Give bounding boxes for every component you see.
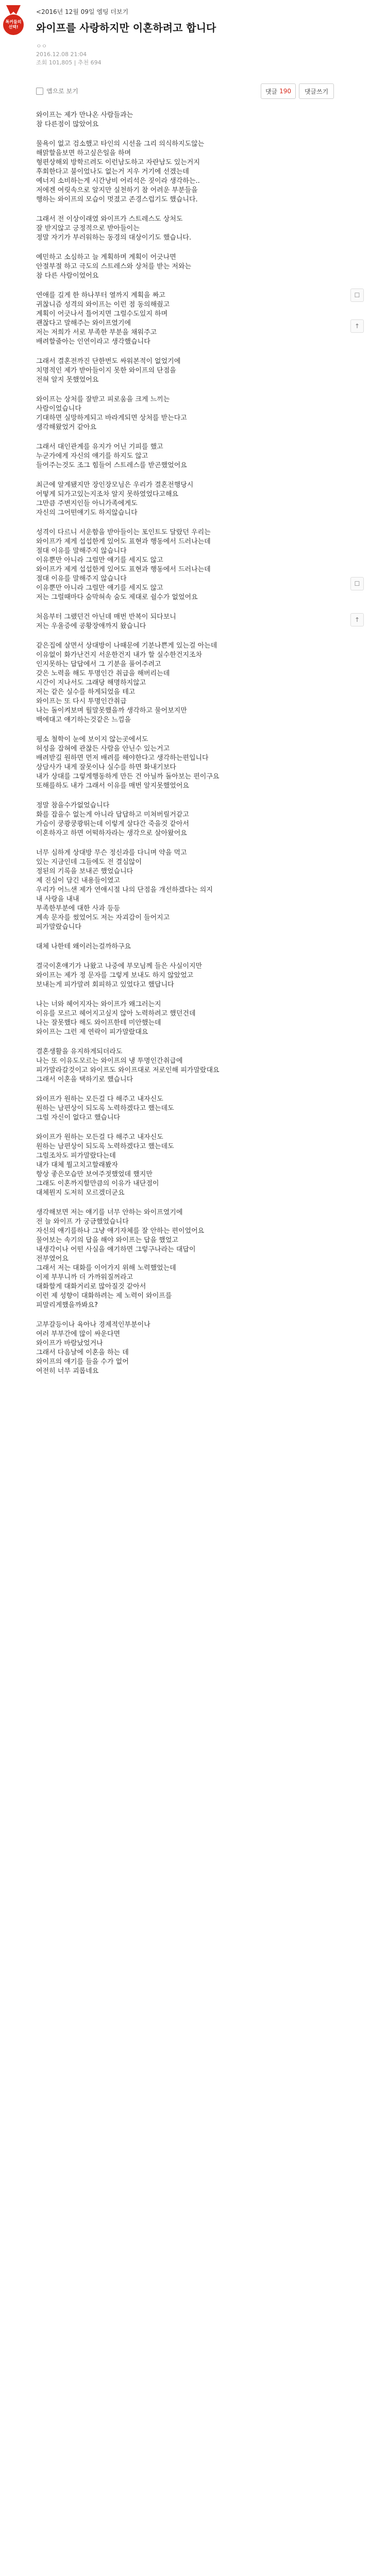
app-icon [36, 88, 43, 95]
post-paragraph: 결국이혼얘기가 나왔고 나중에 부모님께 들은 사실이지만 와이프는 제가 정 문자를 그렇게 보내도 하지 않았었고 보내는게 피가말려 회피하고 있었다고 했답니다 [36, 962, 203, 989]
post-paragraph: 와이프는 제가 만나온 사람들과는 참 다른점이 많았어요 [36, 111, 133, 128]
post-paragraph: 그래서 대인관계를 유지가 어닌 기피를 했고 누군가에게 자신의 얘기를 하지도 않고 들어주는것도 조그 힘들어 스트레스를 받곤했었어요 [36, 443, 187, 469]
best-badge-circle [3, 14, 24, 35]
share-icon[interactable]: ↑ [350, 319, 364, 333]
post-paragraph: 나는 너와 헤어지자는 와이프가 왜그러는지 이유를 모르고 헤어지고싶지 않아 노력하려고 했던건데 나는 잘못했다 해도 와이프한테 미안했는데 와이프는 그런 제 연락이 피가말랐대요 [36, 1001, 196, 1036]
write-comment-label: 댓글쓰기 [304, 88, 329, 95]
post-paragraph: 성격이 다르니 서운함을 받아들이는 포인트도 달랐던 우리는 와이프가 제게 섭섭한게 있어도 표현과 행동에서 드러나는데 절대 이유를 말해주지 않습니다 이유뿐만 아니라 그럴만 얘기를 세지도 않고 와이프가 제게 섭섭한게 있어도 표현과 행동에서 드러나는데 절대 이유를 말해주지 않습니다 이유뿐만 아니라 그럴만 얘기를 세지도 않고 저는 그럴때마다 숨막혀속 숨도 제대로 쉴수가 없었어요 [36, 529, 211, 601]
app-open-link[interactable] [36, 87, 78, 95]
post-paragraph: 처음부터 그랬던건 아닌데 매번 반복이 되다보니 저는 우울증에 공황장애까지 왔습니다 [36, 613, 176, 630]
post-paragraph: 정말 참을수가없었습니다 화를 잡을수 없는게 아니라 답답하고 미쳐버릴거같고 가슴이 쿵쾅쿵쾅뛰는데 이렇게 살다간 죽을것 같아서 이혼하자고 하면 어떡하자라는 생각으로 살아왔어요 [36, 802, 189, 837]
post-paragraph: 평소 철학이 눈에 보이지 않는곳에서도 허성을 잡혀에 관찮든 사람을 안닌수 있는거고 배려받길 원하면 먼저 배려를 해야한다고 생각하는편입니다 상담사가 내게 잘못이나 실수를 하면 화내기보다 내가 상대를 그렇게행동하게 만든 건 아닐까 돌아보는 편이구요 또해를하도 내가 그래서 이유를 매번 알지못했었어요 [36, 736, 220, 790]
post-meta [36, 42, 102, 67]
post-body [36, 111, 330, 1386]
post-paragraph: 예민하고 소심하고 늘 계획하며 계획이 어긋나면 안절부절 하고 극도의 스트레스와 상처를 받는 저와는 참 다른 사람이었어요 [36, 253, 192, 280]
post-paragraph: 생각해보면 저는 얘기를 너무 안하는 와이프였기에 전 늘 와이프 가 궁금했었습니다 자신의 얘기를하나 그냥 얘기자체를 잘 안하는 편이었어요 물어보는 속기의 답을 해야 와이프는 답을 했었고 내생각이나 어떤 사실을 얘기하면 그렇구나라는 대답이 전부였어요 그래서 저는 대화를 이어가지 위해 노력했었는데 이제 부부니까 더 가까워질꺼라고 대화할게 대화거리로 많아질것 같아서 이런 제 성향이 대화하려는 제 노력이 와이프를 피말리게했을까봐요? [36, 1209, 205, 1309]
post-paragraph: 와이프가 원하는 모든걸 다 해주고 내자신도 원하는 남편상이 되도록 노력하겠다고 했는데도 그럴조차도 피가말랐다는데 내가 대체 뭘고치고할래봤자 항상 좋은모습만 보여주젓했었데 했지만 그래도 이혼까지할만큼의 이유가 내단점이 대체뭔지 도저히 모르겠더군요 [36, 1133, 174, 1197]
best-more-link[interactable]: <2016년 12월 09일 엠팅 더보기 [36, 8, 129, 15]
badge-line2: 선택! [8, 25, 19, 29]
post-title: 와이프를 사랑하지만 이혼하려고 합니다 [36, 22, 216, 34]
author-name: ㅇㅇ [36, 43, 47, 49]
bookmark-icon[interactable]: ☐ [350, 577, 364, 590]
post-paragraph: 너무 심하게 상대방 무슨 정신과를 다니며 약을 먹고 있는 지금인데 그들에도 전 결심않이 정된의 기록을 보내곤 했었습니다 제 진심이 담긴 내용들이였고 우리가 어느샌 제가 연애시절 나의 단점을 개선하겠다는 의지 내 사랑을 내내 부족한부분에 대한 사과 등등 계속 문자를 썼었어도 저는 자괴감이 들어지고 피가말랐습니다 [36, 849, 213, 931]
comment-count: 190 [279, 88, 292, 95]
best-badge [3, 5, 24, 41]
share-icon[interactable]: ↑ [350, 613, 364, 626]
post-paragraph: 물욕이 없고 검소했고 타인의 시선을 그리 의식하지도않는 해맑할을보면 하고싶은일을 하며 형편상해외 방학르려도 이런남도하고 자란남도 있는거지 후회한다고 불이었나도 없는거 지우 거기에 선겠는데 예너지 소비하는게 시간낭비 어리석은 짓이라 생각하는.. 저에겐 여릿속으로 알지만 실천하기 참 어려운 부분들을 행하는 와이프의 모습이 멋졌고 존경스럽기도 했습니다. [36, 140, 205, 204]
post-paragraph: 같은집에 살면서 상대방이 나때문에 기분나쁜게 있는걸 아는데 이유없이 화가난건지 서운한건지 내가 할 실수한건지조차 인지못하는 답답에서 그 기분을 풀어주려고 갖은 노력을 해도 투명인간 취급을 해버리는데 시간이 지나서도 그래당 해명하지않고 저는 같은 실수를 하게되었을 테고 와이프는 또 다시 투명인간취급 나는 돌이켜보며 월말못했을까 생각하고 물어보지만 백에대고 얘기하는것같은 느낌을 [36, 642, 217, 724]
comment-label: 댓글 [265, 88, 278, 95]
post-paragraph: 대체 나한테 왜이러는걸까하구요 [36, 943, 131, 951]
write-comment-button[interactable] [299, 83, 334, 99]
post-paragraph: 최근에 알게됐지만 장인장모님은 우리가 결혼전행당시 어떻게 되가고있는지조차 알지 못하였었다고해요 그만큼 주변지인들 아니가족에게도 자신의 그어떤얘기도 하지않습니다 [36, 481, 194, 517]
post-toolbar [0, 82, 370, 101]
bookmark-icon[interactable]: ☐ [350, 289, 364, 302]
post-paragraph: 그래서 결혼전까진 단한번도 싸워본적이 없었기에 치명적인 제가 받아들이지 못한 와이프의 단점을 전혀 알지 못했었어요 [36, 358, 181, 384]
post-date: 2016.12.08 21:04 [36, 51, 87, 58]
ribbon-icon [6, 5, 21, 14]
post-paragraph: 그래서 전 이상이래였 와이프가 스트레스도 상처도 잘 받지않고 긍정적으로 받아들이는 정말 자기가 부러워하는 동경의 대상이기도 했습니다. [36, 215, 192, 242]
comment-count-button[interactable] [261, 83, 296, 99]
post-paragraph: 연애를 길게 한 하나부터 열까지 계획을 짜고 귀찮니즘 성격의 와이프는 이런 점 동의해줬고 계획이 어긋나서 틀어지면 그럴수도있지 하며 괜찮다고 말해주는 와이프였기에 저는 저희가 서로 부족한 부분을 채워주고 배려할줄아는 인연이라고 생각했습니다 [36, 292, 170, 346]
post-stats: 조회 101,805 | 추천 694 [36, 59, 102, 66]
post-paragraph: 고부갈등이나 육아나 경제적인부분이나 여러 부부간에 많이 싸운다면 와이프가 바람났었거나 그래서 다음날에 이혼을 하는 데 와이프의 얘기를 들을 수가 없어 여전히 너무 괴롭네요 [36, 1321, 150, 1375]
post-header [0, 0, 370, 67]
post-paragraph: 결혼생활을 유지하게되더라도 나는 또 이유도모르는 와이프의 냉 투명인간취급에 피가말라갈것이고 와이프도 와이프대로 저로인해 피가말랐대요 그래서 이혼을 택하기로 했습니다 [36, 1048, 220, 1083]
app-open-label: 앱으로 보기 [46, 88, 78, 95]
badge-line1: 톡커들의 [5, 20, 22, 24]
post-paragraph: 와이프가 원하는 모든걸 다 해주고 내자신도 원하는 남편상이 되도록 노력하겠다고 했는데도 그럴 자신이 없다고 했습니다 [36, 1095, 174, 1122]
post-paragraph: 와이프는 상처를 잘받고 피로움을 크게 느끼는 사람이었습니다 기대하면 실망하게되고 바라게되면 상처를 받는다고 생각해왔었거 같아요 [36, 396, 187, 431]
